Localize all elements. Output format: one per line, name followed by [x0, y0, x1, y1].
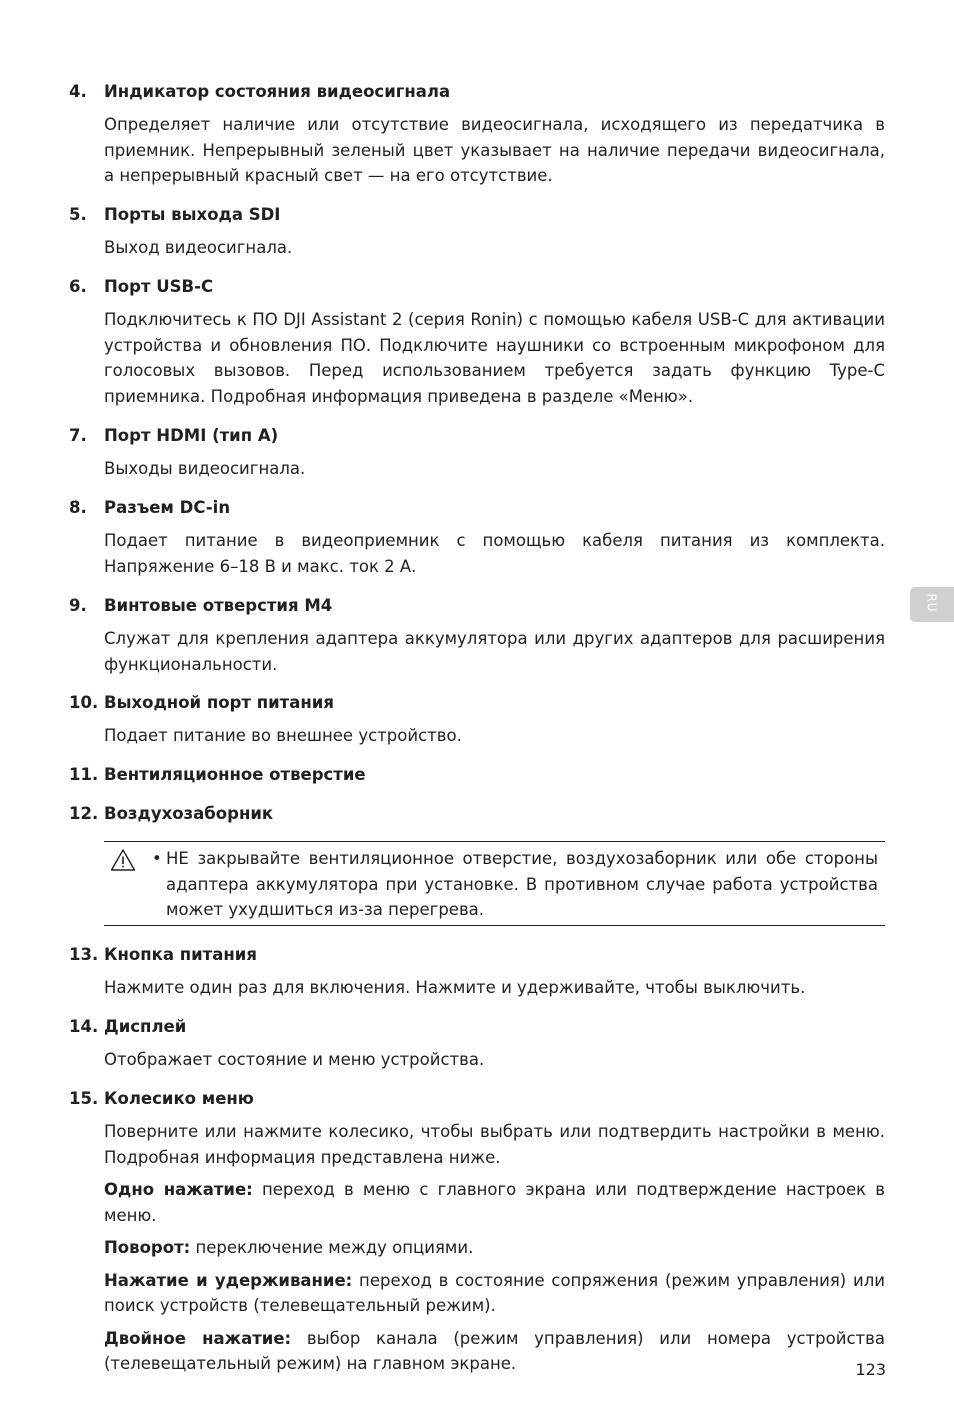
item-title: Порты выхода SDI [104, 205, 281, 224]
list-item [69, 275, 885, 409]
item-number: 5. [69, 205, 87, 224]
wheel-action [104, 1326, 885, 1377]
list-item [69, 1015, 885, 1073]
item-number: 10. [69, 693, 99, 712]
item-title: Вентиляционное отверстие [104, 765, 366, 784]
warning-triangle-icon [110, 848, 136, 872]
item-title: Индикатор состояния видеосигнала [104, 82, 451, 101]
item-title: Кнопка питания [104, 945, 257, 964]
wheel-action [104, 1235, 885, 1261]
item-number: 11. [69, 765, 99, 784]
action-text: переход в меню с главного экрана или подтверждение настроек в меню. [104, 1180, 885, 1225]
item-title: Разъем DC-in [104, 498, 231, 517]
item-description: Поверните или нажмите колесико, чтобы выбрать или подтвердить настройки в меню. Подробная информация представлена ниже. [104, 1122, 885, 1167]
action-label: Одно нажатие: [104, 1180, 253, 1199]
item-title: Воздухозаборник [104, 804, 274, 823]
item-number: 13. [69, 945, 99, 964]
wheel-action [104, 1177, 885, 1228]
item-number: 12. [69, 804, 99, 823]
item-title: Дисплей [104, 1017, 187, 1036]
item-title: Выходной порт питания [104, 693, 334, 712]
list-item [69, 496, 885, 579]
warning-box [104, 841, 885, 926]
action-label: Поворот: [104, 1238, 191, 1257]
item-number: 9. [69, 596, 87, 615]
item-number: 6. [69, 277, 87, 296]
item-number: 4. [69, 82, 87, 101]
item-description: Подает питание во внешнее устройство. [104, 726, 462, 745]
list-item [69, 802, 885, 826]
action-text: выбор канала (режим управления) или номера устройства (телевещательный режим) на главном экране. [104, 1328, 885, 1373]
item-description: Служат для крепления адаптера аккумулятора или других адаптеров для расширения функциональности. [104, 629, 885, 674]
item-number: 15. [69, 1089, 99, 1108]
list-item [69, 763, 885, 787]
action-text: переключение между опциями. [190, 1238, 474, 1257]
item-description: Подает питание в видеоприемник с помощью кабеля питания из комплекта. Напряжение 6–18 В и макс. ток 2 А. [104, 531, 885, 576]
wheel-action [104, 1268, 885, 1319]
action-label: Двойное нажатие: [104, 1328, 292, 1348]
item-number: 14. [69, 1017, 99, 1036]
item-description: Выходы видеосигнала. [104, 459, 306, 478]
list-item [69, 594, 885, 677]
warning-text: НЕ закрывайте вентиляционное отверстие, воздухозаборник или обе стороны адаптера аккумулятора при установке. В противном случае работа устройства может ухудшиться из-за перегрева. [166, 849, 878, 919]
item-description: Выход видеосигнала. [104, 238, 293, 257]
bullet: • [152, 849, 162, 868]
item-description: Определяет наличие или отсутствие видеосигнала, исходящего из передатчика в приемник. Непрерывный зеленый цвет указывает на наличие передачи видеосигнала, а непрерывный красный свет — на его отсутствие. [104, 115, 885, 185]
item-title: Винтовые отверстия M4 [104, 596, 333, 615]
item-title: Порт HDMI (тип A) [104, 426, 279, 445]
page-number: 123 [855, 1360, 886, 1379]
item-number: 7. [69, 426, 87, 445]
list-item [69, 943, 885, 1001]
list-item [69, 691, 885, 749]
item-number: 8. [69, 498, 87, 517]
list-item [69, 1087, 885, 1377]
language-tab-label: RU [924, 593, 939, 613]
action-text: переход в состояние сопряжения (режим управления) или поиск устройств (телевещательный режим). [104, 1270, 885, 1315]
language-tab [910, 587, 954, 622]
list-item [69, 80, 885, 189]
list-item [69, 203, 885, 261]
item-title: Колесико меню [104, 1089, 254, 1108]
action-label: Нажатие и удерживание: [104, 1270, 353, 1290]
item-title: Порт USB-C [104, 277, 214, 296]
item-description: Нажмите один раз для включения. Нажмите и удерживайте, чтобы выключить. [104, 978, 806, 997]
list-item [69, 424, 885, 482]
item-description: Отображает состояние и меню устройства. [104, 1050, 485, 1069]
item-description: Подключитесь к ПО DJI Assistant 2 (серия Ronin) с помощью кабеля USB-C для активации устройства и обновления ПО. Подключите наушники со встроенным микрофоном для голосовых вызовов. Перед использованием требуется задать функцию Type-C приемника. Подробная информация приведена в разделе «Меню». [104, 310, 885, 406]
